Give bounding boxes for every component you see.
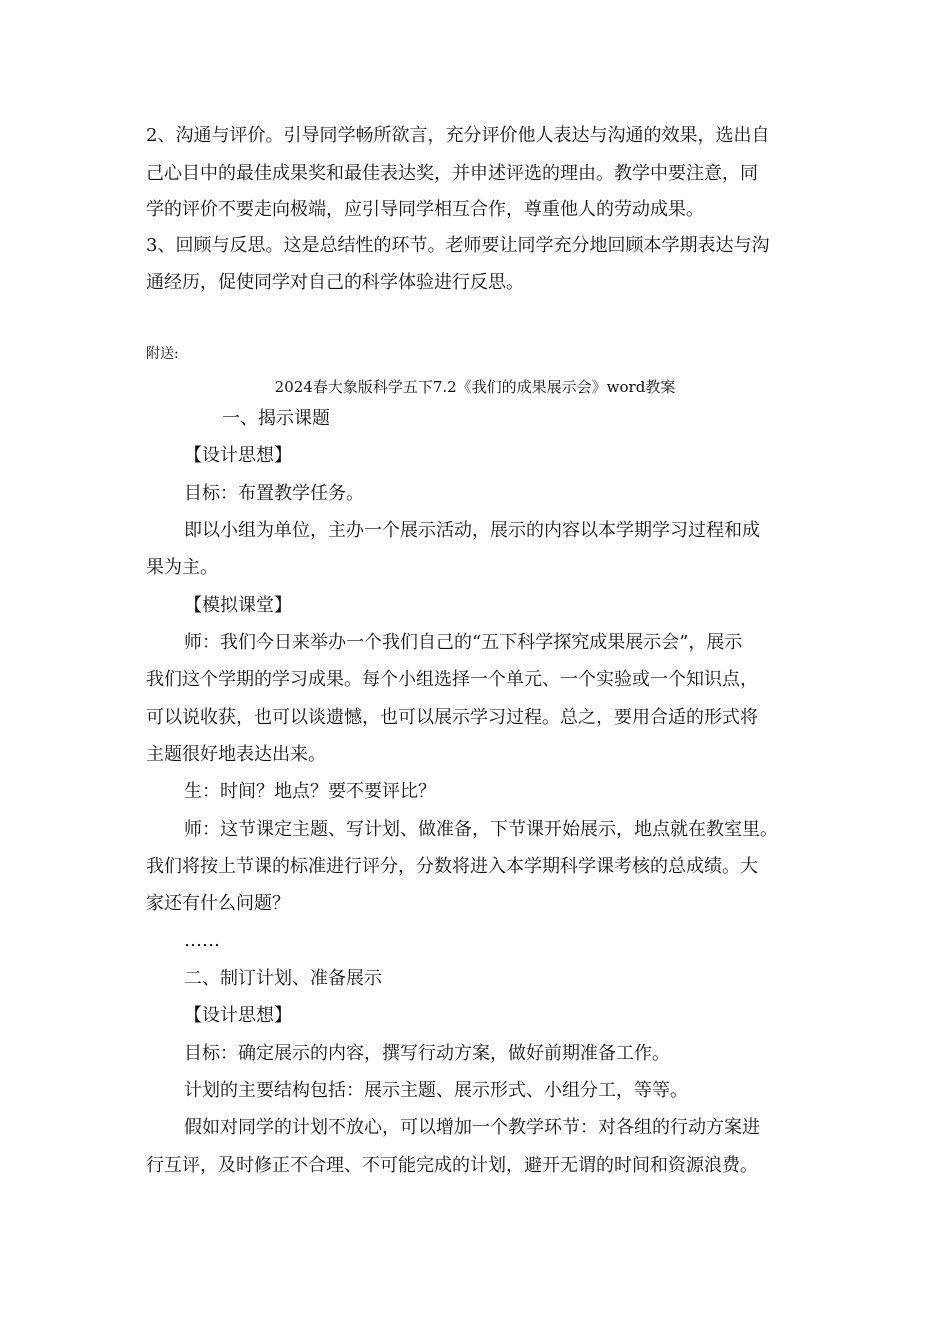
section1-classroom-heading: 【模拟课堂】 [184, 595, 292, 616]
item3-line-2: 通经历，促使同学对自己的科学体验进行反思。 [146, 272, 524, 293]
teacher1-line-1: 师：我们今日来举办一个我们自己的“五下科学探究成果展示会”，展示 [184, 632, 743, 653]
section2-goal: 目标：确定展示的内容，撰写行动方案，做好前期准备工作。 [184, 1043, 670, 1064]
section2-structure: 计划的主要结构包括：展示主题、展示形式、小组分工，等等。 [184, 1080, 688, 1101]
section2-para-line-1: 假如对同学的计划不放心，可以增加一个教学环节：对各组的行动方案进 [184, 1117, 760, 1138]
section1-design-heading: 【设计思想】 [184, 445, 292, 466]
section1-para1-line-1: 即以小组为单位，主办一个展示活动，展示的内容以本学期学习过程和成 [184, 520, 760, 541]
item2-line-2: 己心目中的最佳成果奖和最佳表达奖，并申述评选的理由。教学中要注意，同 [146, 163, 758, 184]
section1-para1-line-2: 果为主。 [146, 557, 218, 578]
teacher1-line-2: 我们这个学期的学习成果。每个小组选择一个单元、一个实验或一个知识点， [146, 669, 758, 690]
item2-line-1: 2、沟通与评价。引导同学畅所欲言，充分评价他人表达与沟通的效果，选出自 [146, 125, 770, 146]
section1-heading: 一、揭示课题 [222, 408, 330, 429]
item3-line-1: 3、回顾与反思。这是总结性的环节。老师要让同学充分地回顾本学期表达与沟 [146, 235, 770, 256]
teacher1-line-3: 可以说收获，也可以谈遗憾，也可以展示学习过程。总之，要用合适的形式将 [146, 707, 758, 728]
teacher2-line-2: 我们将按上节课的标准进行评分，分数将进入本学期科学课考核的总成绩。大 [146, 856, 758, 877]
item2-line-3: 学的评价不要走向极端，应引导同学相互合作，尊重他人的劳动成果。 [146, 199, 704, 220]
appendix-label: 附送: [146, 346, 179, 362]
teacher2-line-3: 家还有什么问题？ [146, 893, 290, 914]
teacher1-line-4: 主题很好地表达出来。 [146, 744, 326, 765]
section1-goal: 目标：布置教学任务。 [184, 483, 364, 504]
teacher2-line-1: 师：这节课定主题、写计划、做准备，下节课开始展示，地点就在教室里。 [184, 819, 778, 840]
section2-para-line-2: 行互评，及时修正不合理、不可能完成的计划，避开无谓的时间和资源浪费。 [146, 1155, 758, 1176]
student1: 生：时间？地点？要不要评比？ [184, 781, 436, 802]
doc-title: 2024春大象版科学五下7.2《我们的成果展示会》word教案 [274, 378, 676, 396]
ellipsis: …… [184, 930, 220, 951]
section2-design-heading: 【设计思想】 [184, 1005, 292, 1026]
section2-heading: 二、制订计划、准备展示 [184, 968, 382, 989]
